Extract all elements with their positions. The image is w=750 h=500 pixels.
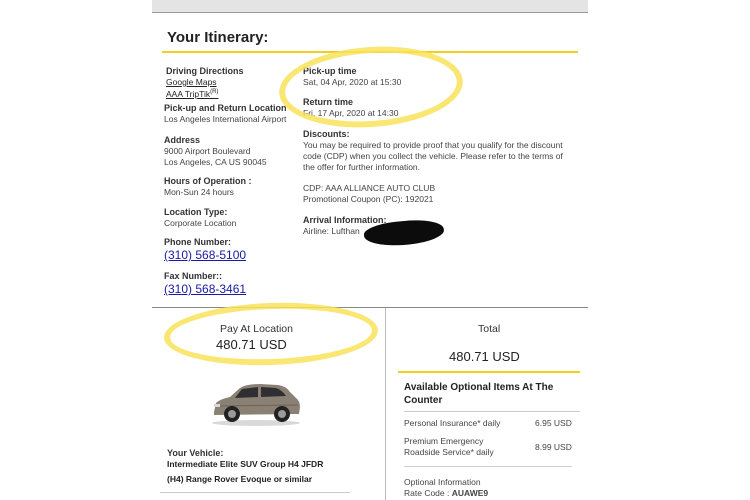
column-divider [385,308,386,500]
optional-info-label: Optional Information [404,477,481,487]
total-label: Total [478,323,501,335]
fax-label: Fax Number:: [164,271,223,281]
itinerary-title: Your Itinerary: [167,29,269,46]
return-time-value: Fri, 17 Apr, 2020 at 14:30 [303,108,399,118]
pay-at-location-value: 480.71 USD [216,337,287,352]
discounts-line1: You may be required to provide proof that you qualify for the discount [303,140,563,150]
pay-at-location-label: Pay At Location [220,323,293,335]
fax-link[interactable]: (310) 568-3461 [164,282,247,296]
address-line1: 9000 Airport Boulevard [164,146,251,156]
itinerary-panel [152,0,588,500]
optional-items-title-line2: Counter [404,395,443,406]
cdp-line: CDP: AAA ALLIANCE AUTO CLUB [303,183,436,193]
vehicle-image [208,378,304,428]
aaa-triptik-link[interactable] [166,89,218,99]
address-label: Address [164,135,201,145]
rate-code-row [404,488,488,499]
optional-item-name-line2: Roadside Service* daily [404,447,494,457]
pickup-return-label: Pick-up and Return Location [164,103,287,113]
title-underline [162,51,578,53]
optional-items-rule [404,411,580,412]
discounts-line3: the offer for further information. [303,162,421,172]
driving-directions-label: Driving Directions [166,66,244,76]
discounts-label: Discounts: [303,129,350,139]
optional-item-price: 6.95 USD [535,418,572,428]
address-line2: Los Angeles, CA US 90045 [164,157,267,167]
pickup-time-value: Sat, 04 Apr, 2020 at 15:30 [303,77,402,87]
total-value: 480.71 USD [449,349,520,364]
pickup-time-label: Pick-up time [303,66,357,76]
optional-items-title-line1: Available Optional Items At The [404,382,554,393]
location-type-value: Corporate Location [164,218,237,228]
phone-link[interactable]: (310) 568-5100 [164,248,247,262]
vehicle-group: Intermediate Elite SUV Group H4 JFDR [167,459,324,469]
hours-label: Hours of Operation : [164,176,252,186]
aaa-triptik-label: AAA TripTik [166,89,211,99]
vehicle-model: (H4) Range Rover Evoque or similar [167,474,313,484]
arrival-label: Arrival Information: [303,215,387,225]
top-header-bar [152,0,588,13]
vehicle-label: Your Vehicle: [167,448,224,458]
phone-label: Phone Number: [164,237,232,247]
pickup-return-value: Los Angeles International Airport [164,114,287,124]
rate-code-value: AUAWE9 [451,488,489,498]
registered-mark: (R) [210,89,219,96]
optional-items-bottom-rule [404,466,572,467]
location-type-label: Location Type: [164,207,228,217]
rate-code-label: Rate Code : [404,488,450,498]
optional-item-price: 8.99 USD [535,442,572,452]
total-underline [398,371,580,373]
arrival-value: Airline: Lufthan [303,226,360,236]
discounts-line2: code (CDP) when you collect the vehicle. Please refer to the terms of [303,151,563,161]
optional-item-name: Personal Insurance* daily [404,418,501,428]
google-maps-link[interactable]: Google Maps [166,77,217,87]
section-divider [152,307,588,308]
return-time-label: Return time [303,97,354,107]
vehicle-bottom-rule [160,492,350,493]
optional-item-name: Premium Emergency [404,436,484,446]
hours-value: Mon-Sun 24 hours [164,187,234,197]
promo-line: Promotional Coupon (PC): 192021 [303,194,434,204]
